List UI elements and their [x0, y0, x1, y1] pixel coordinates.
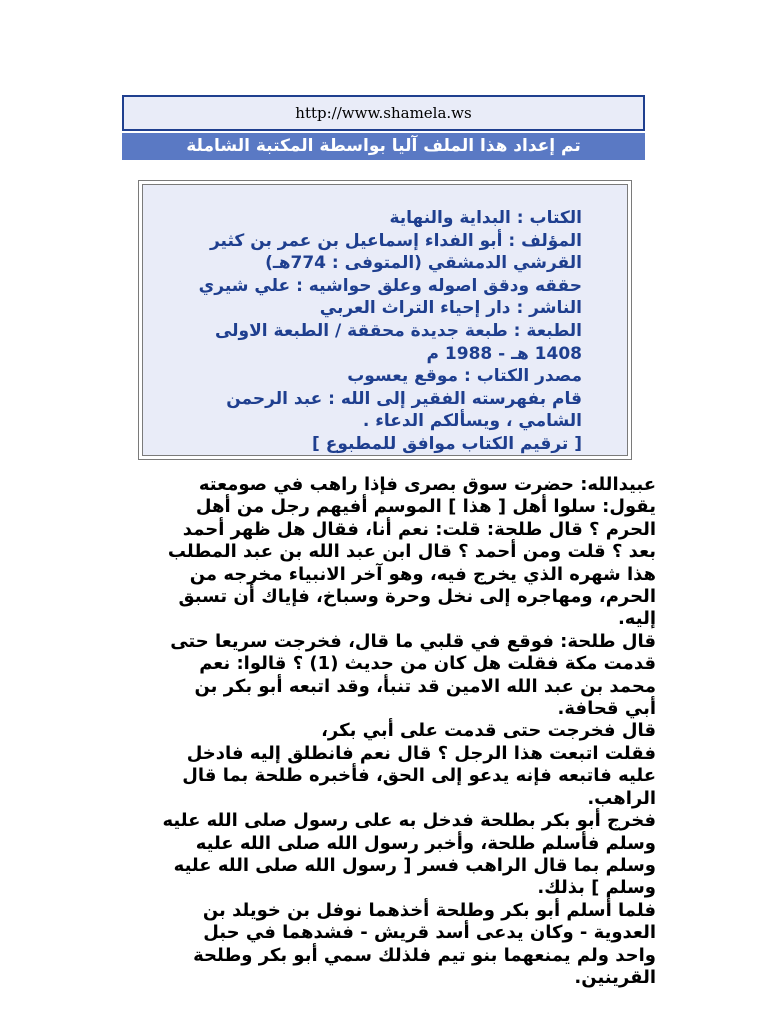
book-source-line: مصدر الكتاب : موقع يعسوب [347, 366, 582, 387]
library-banner: تم إعداد هذا الملف آليا بواسطة المكتبة الشاملة [122, 133, 645, 160]
book-publisher-line: الناشر : دار إحياء التراث العربي [319, 298, 582, 319]
book-editor-line: حققه ودقق اصوله وعلق حواشيه : علي شيري [198, 275, 582, 296]
body-line: محمد بن عبد الله الامين قد تنبأ، وقد اتبعه أبو بكر بن [194, 675, 656, 697]
book-edition-line: الطبعة : طبعة جديدة محققة / الطبعة الاولى [214, 320, 582, 341]
book-indexer-line-cont: الشامي ، ويسألكم الدعاء . [362, 411, 582, 432]
body-line: واحد ولم يمنعهما بنو تيم فلذلك سمي أبو بكر وطلحة [193, 944, 656, 966]
body-line: أبي قحافة. [557, 698, 656, 720]
body-line: وسلم فأسلم طلحة، وأخبر رسول الله صلى الله عليه [195, 832, 656, 854]
body-line: فقلت اتبعت هذا الرجل ؟ قال نعم فانطلق إليه فادخل [186, 742, 656, 764]
book-info-content [142, 184, 628, 456]
book-numbering-note: [ ترقيم الكتاب موافق للمطبوع ] [312, 433, 582, 454]
body-line: الحرم ؟ قال طلحة: قلت: نعم أنا، فقال هل ظهر أحمد [182, 518, 656, 540]
body-line: يقول: سلوا أهل [ هذا ] الموسم أفيهم رجل من أهل [195, 496, 656, 518]
body-line: فخرج أبو بكر بطلحة فدخل به على رسول صلى الله عليه [162, 810, 656, 832]
body-line: إليه. [617, 608, 656, 630]
body-line: هذا شهره الذي يخرج فيه، وهو آخر الانبياء مخرجه من [189, 563, 656, 585]
body-line: القرينين. [574, 966, 656, 988]
body-line: عليه فاتبعه فإنه يدعو إلى الحق، فأخبره طلحة بما قال [182, 765, 656, 787]
book-author-line: المؤلف : أبو الفداء إسماعيل بن عمر بن كثير [209, 230, 582, 251]
body-line: عبيدالله: حضرت سوق بصرى فإذا راهب في صومعته [198, 474, 656, 495]
body-line: بعد ؟ قلت ومن أحمد ؟ قال ابن عبد الله بن عبد المطلب [167, 541, 656, 563]
body-line: وسلم ] بذلك. [537, 877, 656, 899]
book-title-line: الكتاب : البداية والنهاية [389, 208, 582, 228]
body-line: وسلم بما قال الراهب فسر [ رسول الله صلى الله عليه [173, 854, 656, 876]
body-line: الراهب. [587, 787, 656, 809]
body-line: قال طلحة: فوقع في قلبي ما قال، فخرجت سريعا حتى [170, 630, 656, 652]
body-line: الحرم، ومهاجره إلى نخل وحرة وسباخ، فإياك أن تسبق [178, 586, 656, 608]
page-body-text [118, 474, 656, 989]
book-author-line-cont: القرشي الدمشقي (المتوفى : 774هـ) [265, 253, 582, 274]
book-info-box [138, 180, 632, 460]
book-edition-date-line: 1408 هـ - 1988 م [426, 343, 582, 364]
source-url: http://www.shamela.ws [122, 95, 645, 131]
book-indexer-line: قام بفهرسته الفقير إلى الله : عبد الرحمن [226, 388, 582, 409]
body-line: فلما أسلم أبو بكر وطلحة أخذهما نوفل بن خويلد بن [202, 899, 656, 921]
body-line: العدوية - وكان يدعى أسد قريش - فشدهما في حبل [203, 922, 656, 944]
body-line: قال فخرجت حتى قدمت على أبي بكر، [321, 720, 656, 742]
body-line: قدمت مكة فقلت هل كان من حديث (1) ؟ قالوا: نعم [199, 653, 656, 675]
